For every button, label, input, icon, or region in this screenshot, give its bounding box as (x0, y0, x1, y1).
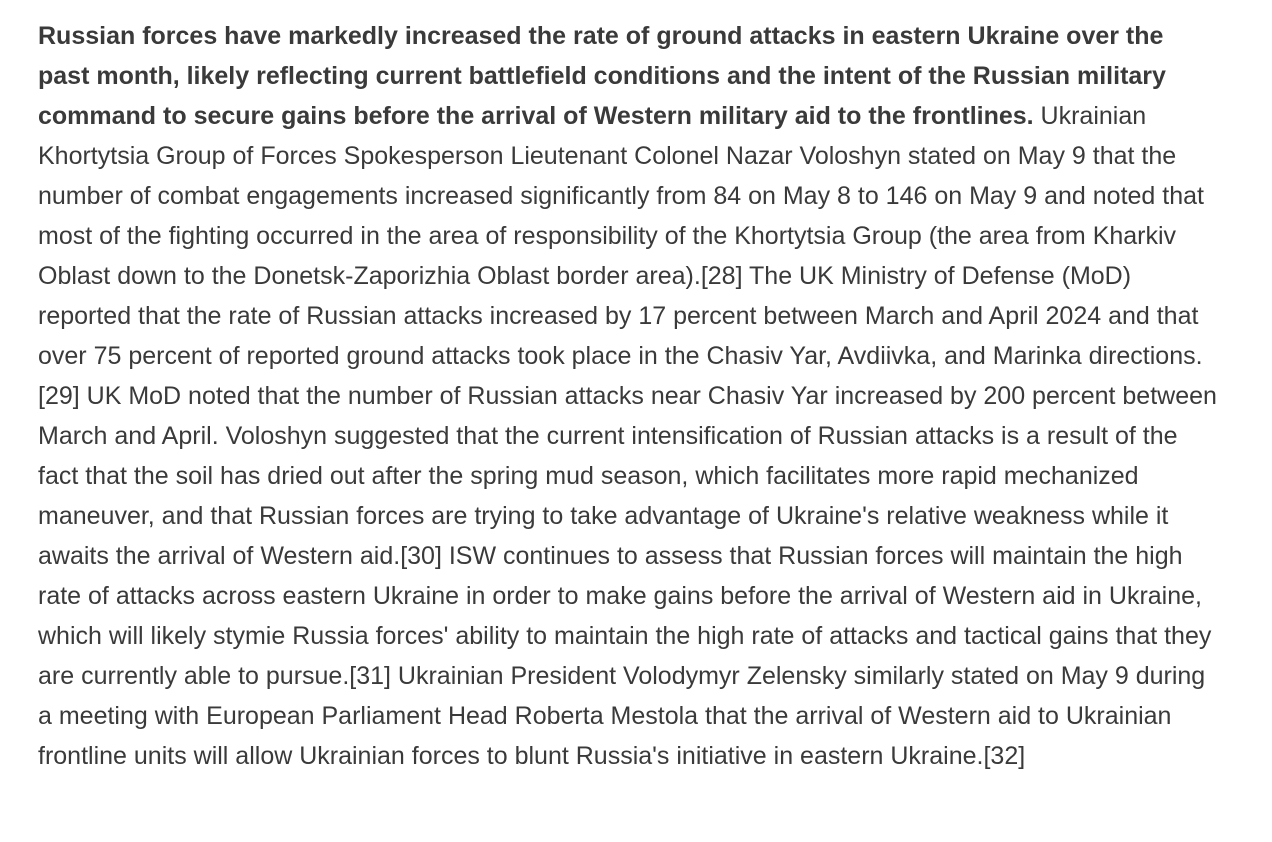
paragraph-bold-lead: Russian forces have markedly increased the rate of ground attacks in eastern Ukraine over the past month, likely reflecting current battlefield conditions and the intent of the Russian military command to secure gains before the arrival of Western military aid to the frontlines. (38, 22, 1166, 130)
article-paragraph (38, 16, 1218, 776)
paragraph-body-text: Ukrainian Khortytsia Group of Forces Spokesperson Lieutenant Colonel Nazar Voloshyn stated on May 9 that the number of combat engagements increased significantly from 84 on May 8 to 146 on May 9 and noted that most of the fighting occurred in the area of responsibility of the Khortytsia Group (the area from Kharkiv Oblast down to the Donetsk-Zaporizhia Oblast border area).[28] The UK Ministry of Defense (MoD) reported that the rate of Russian attacks increased by 17 percent between March and April 2024 and that over 75 percent of reported ground attacks took place in the Chasiv Yar, Avdiivka, and Marinka directions.[29] UK MoD noted that the number of Russian attacks near Chasiv Yar increased by 200 percent between March and April. Voloshyn suggested that the current intensification of Russian attacks is a result of the fact that the soil has dried out after the spring mud season, which facilitates more rapid mechanized maneuver, and that Russian forces are trying to take advantage of Ukraine's relative weakness while it awaits the arrival of Western aid.[30] ISW continues to assess that Russian forces will maintain the high rate of attacks across eastern Ukraine in order to make gains before the arrival of Western aid in Ukraine, which will likely stymie Russia forces' ability to maintain the high rate of attacks and tactical gains that they are currently able to pursue.[31] Ukrainian President Volodymyr Zelensky similarly stated on May 9 during a meeting with European Parliament Head Roberta Mestola that the arrival of Western aid to Ukrainian frontline units will allow Ukrainian forces to blunt Russia's initiative in eastern Ukraine.[32] (38, 102, 1217, 770)
